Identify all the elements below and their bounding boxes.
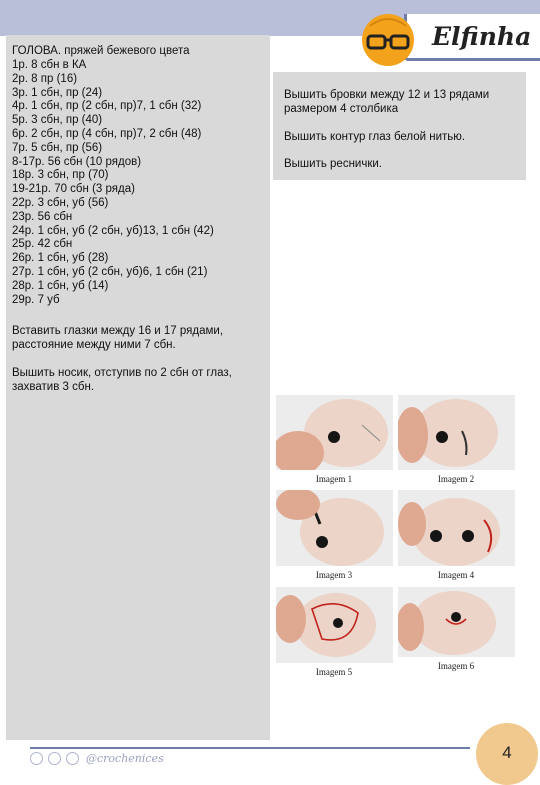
pattern-row: 1р. 8 сбн в КА: [12, 59, 87, 71]
pattern-row: 8-17р. 56 сбн (10 рядов): [12, 155, 142, 168]
glasses-logo-icon: [362, 14, 414, 66]
nose-instruction: Вышить носик, отступив по 2 сбн от глаз, захватив 3 сбн.: [12, 367, 232, 393]
pattern-row: 27р. 1 сбн, уб (2 сбн, уб)6, 1 сбн (21): [12, 266, 208, 278]
photo-imagem-4: [398, 490, 515, 566]
page-number: 4: [502, 743, 512, 762]
pattern-row: 4р. 1 сбн, пр (2 сбн, пр)7, 1 сбн (32): [12, 100, 202, 113]
pattern-row: 28р. 1 сбн, уб (14): [12, 279, 109, 292]
eyelash-instruction: Вышить реснички.: [284, 158, 382, 170]
pattern-row: 2р. 8 пр (16): [12, 72, 78, 85]
pattern-row: 26р. 1 сбн, уб (28): [12, 252, 109, 265]
footer-divider: [30, 747, 470, 749]
pattern-row: 6р. 2 сбн, пр (4 сбн, пр)7, 2 сбн (48): [12, 128, 202, 140]
instagram-icon[interactable]: [48, 752, 61, 765]
photo-imagem-2: [398, 395, 515, 470]
pattern-row: 3р. 1 сбн, пр (24): [12, 86, 103, 99]
pattern-row: 5р. 3 сбн, пр (40): [12, 114, 103, 127]
pattern-row: 29р. 7 уб: [12, 293, 60, 306]
caption-imagem-4: Imagem 4: [437, 570, 475, 580]
pattern-row: 19-21р. 70 сбн (3 ряда): [12, 183, 135, 196]
eyebrow-instruction: Вышить бровки между 12 и 13 рядами размером 4 столбика: [284, 89, 490, 115]
photo-imagem-5: [276, 587, 393, 663]
pattern-row: 7р. 5 сбн, пр (56): [12, 141, 103, 154]
pattern-row: 18р. 3 сбн, пр (70): [12, 169, 109, 182]
pattern-row: 25р. 42 сбн: [12, 238, 73, 251]
caption-imagem-3: Imagem 3: [315, 570, 353, 580]
youtube-icon[interactable]: [30, 752, 43, 765]
brand-name: Elfinha: [432, 22, 532, 51]
pattern-row: 23р. 56 сбн: [12, 210, 73, 223]
caption-imagem-2: Imagem 2: [437, 474, 475, 484]
photo-imagem-6: [398, 587, 515, 657]
caption-imagem-1: Imagem 1: [315, 474, 353, 484]
pattern-row: 24р. 1 сбн, уб (2 сбн, уб)13, 1 сбн (42): [12, 224, 214, 237]
pattern-row: 22р. 3 сбн, уб (56): [12, 197, 109, 209]
caption-imagem-6: Imagem 6: [437, 661, 475, 671]
section-heading: ГОЛОВА. пряжей бежевого цвета: [12, 45, 190, 57]
eye-contour-instruction: Вышить контур глаз белой нитью.: [284, 131, 466, 143]
social-handle: @crochenices: [86, 752, 164, 765]
caption-imagem-5: Imagem 5: [315, 667, 353, 677]
eyes-instruction: Вставить глазки между 16 и 17 рядами, расстояние между ними 7 сбн.: [12, 325, 224, 351]
photo-imagem-1: [276, 395, 393, 470]
etsy-icon[interactable]: [66, 752, 79, 765]
photo-imagem-3: [276, 490, 393, 566]
